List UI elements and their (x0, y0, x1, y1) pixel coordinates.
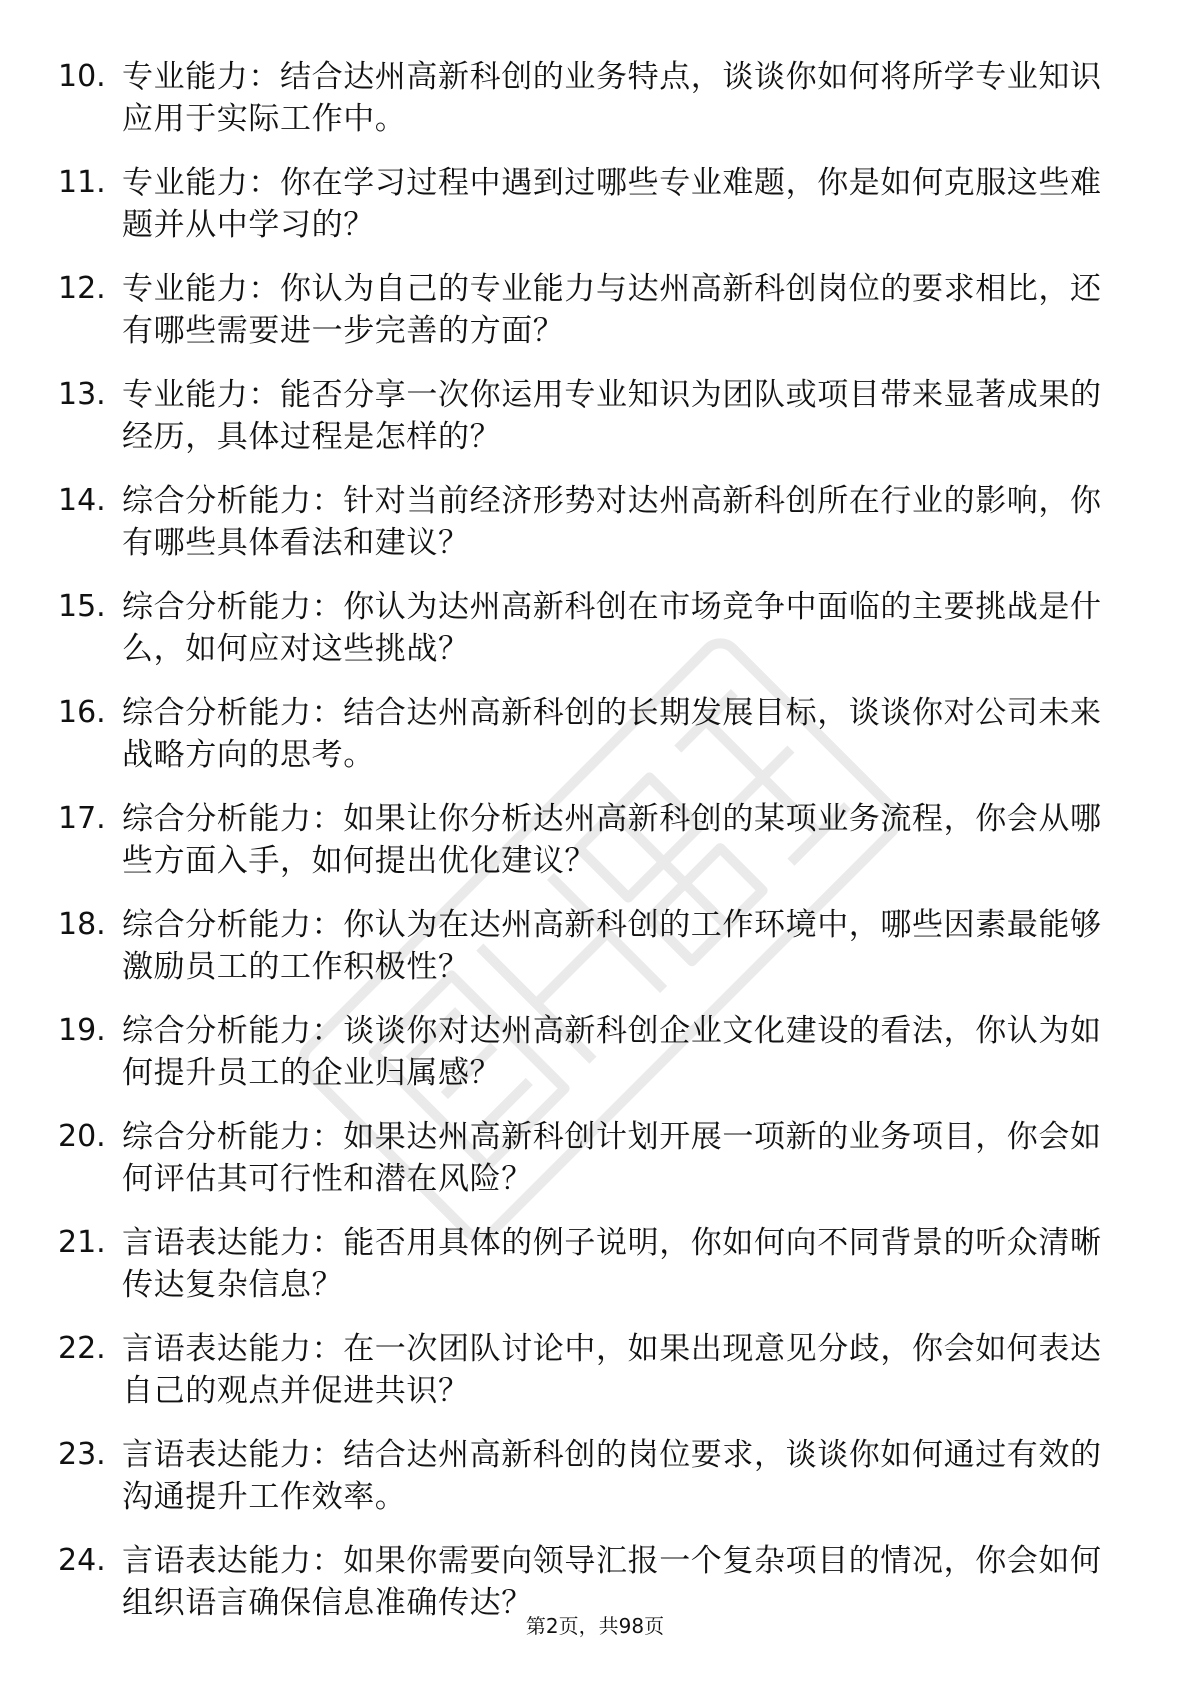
question-number: 11. (58, 165, 106, 200)
question-text: 综合分析能力：针对当前经济形势对达州高新科创所在行业的影响，你有哪些具体看法和建议？ (122, 483, 1102, 561)
question-item (0, 1212, 1190, 1318)
question-text: 专业能力：能否分享一次你运用专业知识为团队或项目带来显著成果的经历，具体过程是怎样的？ (122, 377, 1102, 455)
question-text: 综合分析能力：如果达州高新科创计划开展一项新的业务项目，你会如何评估其可行性和潜在风险？ (122, 1119, 1102, 1197)
question-item (0, 46, 1190, 152)
question-number: 22. (58, 1331, 106, 1366)
question-number: 12. (58, 271, 106, 306)
question-item (0, 788, 1190, 894)
question-text: 言语表达能力：结合达州高新科创的岗位要求，谈谈你如何通过有效的沟通提升工作效率。 (122, 1437, 1102, 1515)
question-number: 10. (58, 59, 106, 94)
question-text: 专业能力：结合达州高新科创的业务特点，谈谈你如何将所学专业知识应用于实际工作中。 (122, 59, 1102, 137)
question-item (0, 470, 1190, 576)
question-list (0, 46, 1190, 1636)
question-text: 综合分析能力：结合达州高新科创的长期发展目标，谈谈你对公司未来战略方向的思考。 (122, 695, 1102, 773)
question-item (0, 1424, 1190, 1530)
question-item (0, 258, 1190, 364)
question-item (0, 576, 1190, 682)
question-text: 综合分析能力：你认为达州高新科创在市场竞争中面临的主要挑战是什么，如何应对这些挑战？ (122, 589, 1102, 667)
question-item (0, 894, 1190, 1000)
question-text: 专业能力：你认为自己的专业能力与达州高新科创岗位的要求相比，还有哪些需要进一步完善的方面？ (122, 271, 1102, 349)
question-number: 19. (58, 1013, 106, 1048)
question-text: 综合分析能力：如果让你分析达州高新科创的某项业务流程，你会从哪些方面入手，如何提出优化建议？ (122, 801, 1102, 879)
question-number: 15. (58, 589, 106, 624)
question-number: 21. (58, 1225, 106, 1260)
page-number-footer: 第2页，共98页 (525, 1614, 665, 1638)
question-number: 24. (58, 1543, 106, 1578)
question-number: 23. (58, 1437, 106, 1472)
question-number: 17. (58, 801, 106, 836)
question-number: 13. (58, 377, 106, 412)
question-number: 16. (58, 695, 106, 730)
question-item (0, 364, 1190, 470)
question-text: 言语表达能力：如果你需要向领导汇报一个复杂项目的情况，你会如何组织语言确保信息准确传达？ (122, 1543, 1102, 1621)
question-item (0, 682, 1190, 788)
question-text: 言语表达能力：能否用具体的例子说明，你如何向不同背景的听众清晰传达复杂信息？ (122, 1225, 1102, 1303)
question-item (0, 152, 1190, 258)
question-text: 专业能力：你在学习过程中遇到过哪些专业难题，你是如何克服这些难题并从中学习的？ (122, 165, 1102, 243)
question-number: 20. (58, 1119, 106, 1154)
question-number: 14. (58, 483, 106, 518)
question-item (0, 1106, 1190, 1212)
question-text: 综合分析能力：你认为在达州高新科创的工作环境中，哪些因素最能够激励员工的工作积极性？ (122, 907, 1102, 985)
question-text: 言语表达能力：在一次团队讨论中，如果出现意见分歧，你会如何表达自己的观点并促进共识？ (122, 1331, 1102, 1409)
question-text: 综合分析能力：谈谈你对达州高新科创企业文化建设的看法，你认为如何提升员工的企业归属感？ (122, 1013, 1102, 1091)
question-item (0, 1318, 1190, 1424)
question-item (0, 1000, 1190, 1106)
question-number: 18. (58, 907, 106, 942)
